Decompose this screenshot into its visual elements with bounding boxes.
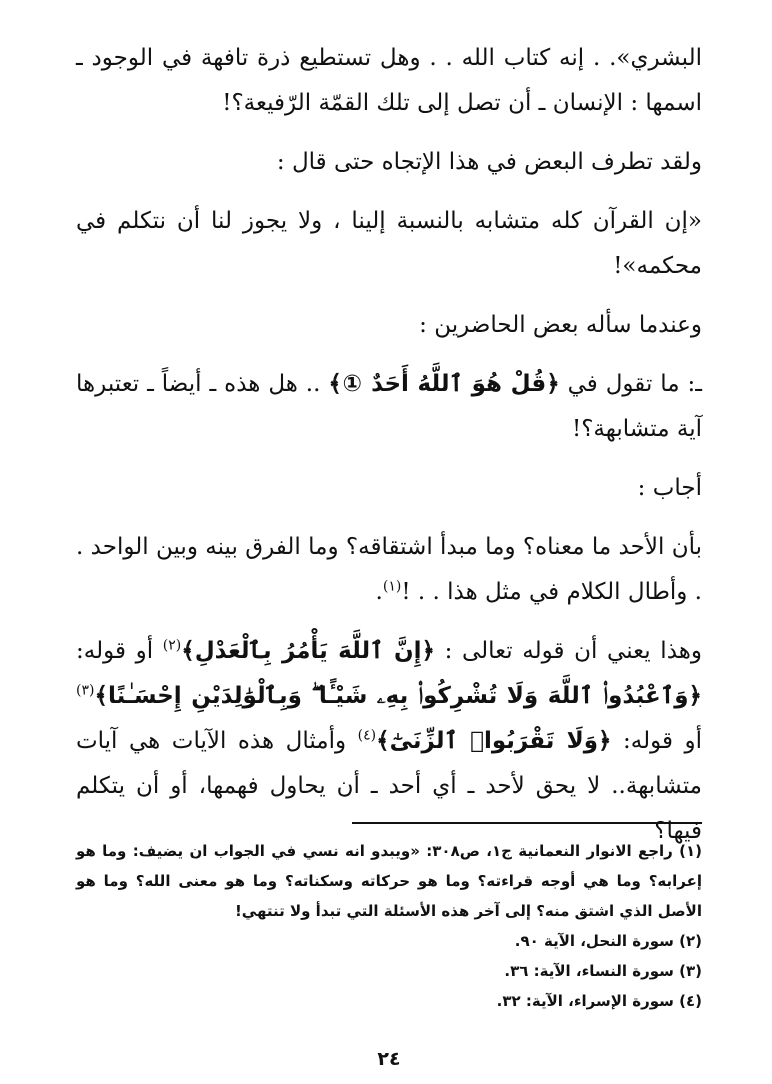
paragraph-8-end: وأمثال هذه الآيات هي آيات متشابهة.. لا يحق لأحد ـ أي أحد ـ أن يحاول فهمها، أو أن يتكلم فيها؟ [76, 728, 702, 844]
paragraph-8-or-2: أو قوله: [623, 728, 703, 754]
paragraph-7-text: بأن الأحد ما معناه؟ وما مبدأ اشتقاقه؟ وما الفرق بينه وبين الواحد . . وأطال الكلام في مثل هذا . . ! [76, 534, 702, 605]
paragraph-2: ولقد تطرف البعض في هذا الإتجاه حتى قال : [276, 149, 702, 175]
paragraph-7 [76, 525, 702, 615]
quran-verse-ikhlas: ﴿قُلْ هُوَ ٱللَّهُ أَحَدٌ ①﴾ [328, 371, 560, 397]
footnote-ref-2: (٢) [162, 637, 182, 654]
paragraph-6: أجاب : [637, 475, 702, 501]
paragraph-4: وعندما سأله بعض الحاضرين : [419, 312, 702, 338]
paragraph-5 [76, 362, 702, 452]
footnote-3: (٣) سورة النساء، الآية: ٣٦. [504, 962, 702, 980]
page-number: ٢٤ [377, 1048, 401, 1070]
paragraph-8 [76, 629, 702, 854]
paragraph-3: «إن القرآن كله متشابه بالنسبة إلينا ، ولا يجوز لنا أن نتكلم في محكمه»! [76, 208, 702, 279]
footnotes [76, 836, 702, 1016]
footnote-2: (٢) سورة النحل، الآية ٩٠. [514, 932, 702, 950]
footnote-ref-4: (٤) [357, 727, 377, 744]
quran-verse-nisa: ﴿وَٱعْبُدُوا۟ ٱللَّهَ وَلَا تُشْرِكُوا۟ بِهِۦ شَيْـًٔا ۖ وَبِٱلْوَٰلِدَيْنِ إِحْسَـٰنًا﴾ [94, 683, 702, 709]
paragraph-7-period: . [375, 579, 383, 605]
footnote-1: (١) راجع الانوار النعمانية ج١، ص٣٠٨: «ويبدو انه نسي في الجواب ان يضيف: وما هو إعرابه؟ وما هي أوجه قراءته؟ وما هو حركاته وسكناته؟ وما هو معنى الله؟ وما هو الأصل الذي اشتق منه؟ إلى آخر هذه الأسئلة التي تبدأ ولا تنتهي! [76, 842, 702, 920]
footnote-divider [352, 822, 702, 824]
quran-verse-isra: ﴿وَلَا تَقْرَبُوا۟ ٱلزِّنَىٰٓ﴾ [376, 728, 612, 754]
footnote-4: (٤) سورة الإسراء، الآية: ٣٢. [496, 992, 702, 1010]
quran-verse-nahl: ﴿إِنَّ ٱللَّهَ يَأْمُرُ بِٱلْعَدْلِ﴾ [181, 638, 435, 664]
paragraph-8-or-1: أو قوله: [76, 638, 154, 664]
paragraph-8-start: وهذا يعني أن قوله تعالى : [444, 638, 703, 664]
footnote-ref-1: (١) [382, 578, 402, 595]
book-page [76, 36, 702, 1084]
footnote-ref-3: (٣) [76, 682, 95, 699]
paragraph-5-end: .. هل هذه ـ أيضاً ـ تعتبرها آية متشابهة؟! [76, 371, 702, 442]
paragraph-1: البشري». . إنه كتاب الله . . وهل تستطيع ذرة تافهة في الوجود ـ اسمها : الإنسان ـ أن تصل إلى تلك القمّة الرّفيعة؟! [76, 45, 702, 116]
paragraph-5-start: ـ: ما تقول في [567, 371, 703, 397]
